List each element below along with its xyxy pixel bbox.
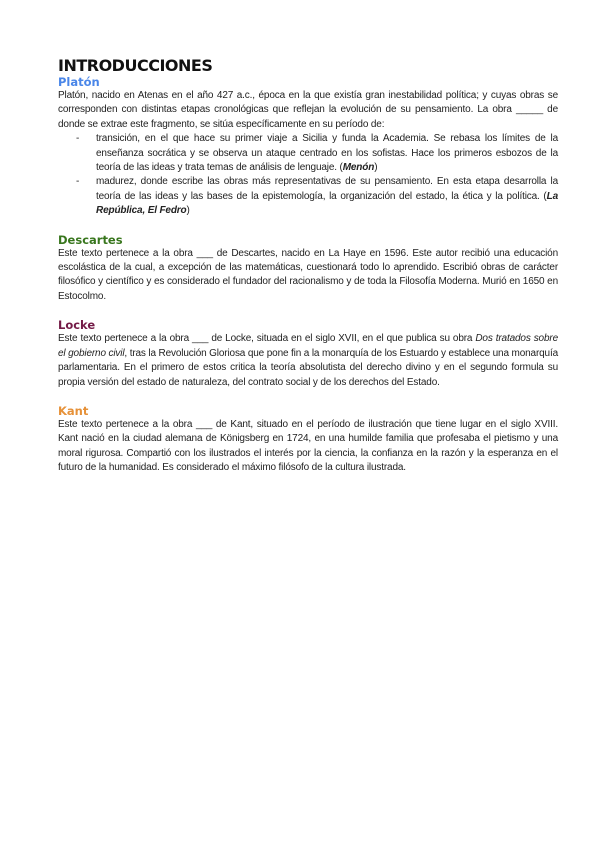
locke-text-before: Este texto pertenece a la obra ___ de Locke, situada en el siglo XVII, en el que publica su obra [58,333,476,345]
period-works: Menón [342,162,375,174]
heading-platon: Platón [58,75,100,89]
period-text: transición, en el que hace su primer viaje a Sicilia y funda la Academia. Se rebasa los límites de la enseñanza socrática y se observa un ataque centrado en los sofistas. Hace los primeros esbozos de la teoría de las ideas y trata temas de análisis de lenguaje. ( [96,133,558,174]
platon-periods-list [58,132,558,218]
kant-text: Este texto pertenece a la obra ___ de Kant, situado en el período de ilustración que tiene lugar en el siglo XVIII. Kant nació en la ciudad alemana de Königsberg en 1724, en una humilde familia que profesaba el pietismo y una moral rigurosa. Compartió con los ilustrados el interés por la ciencia, la confianza en la razón y la esperanza en el futuro de la humanidad. Es considerado el máximo filósofo de la cultura ilustrada. [58,418,558,474]
heading-kant: Kant [58,403,89,418]
section-descartes [58,233,558,305]
locke-work-title: Dos tratados sobre el gobierno civil [58,333,558,359]
heading-locke: Locke [58,318,96,333]
descartes-text: Este texto pertenece a la obra ___ de Descartes, nacido en La Haye en 1596. Este autor recibió una educación escolástica de la cual, a excepción de las matemáticas, cuestionará todo lo aprendido. Escribió obras de carácter filosófico y científico y es considerado el fundador del racionalismo y de toda la Filosofía Moderna. Murió en 1650 en Estocolmo. [58,247,558,302]
locke-text [58,332,558,390]
heading-descartes: Descartes [58,232,123,247]
list-item-madurez [96,175,558,218]
list-item-transicion [96,132,558,175]
section-kant [58,404,558,476]
document-page [58,56,558,488]
page-title: INTRODUCCIONES [58,56,213,75]
locke-text-after: , tras la Revolución Gloriosa que pone fin a la monarquía de los Estuardo y establece una monarquía parlamentaria. En el primero de estos critica la teoría absolutista del derecho divino y en el segundo formula su propia versión del estado de naturaleza, del contrato social y de los derechos del Estado. [58,347,558,388]
period-close: ) [374,162,378,174]
section-locke [58,318,558,390]
platon-intro: Platón, nacido en Atenas en el año 427 a.c., época en la que existía gran inestabilidad política; y cuyas obras se corresponden con distintas etapas cronológicas que reflejan la evolución de su pensamiento. La obra _____ de donde se extrae este fragmento, se sitúa específicamente en su período de: [58,90,558,130]
section-platon [58,75,558,219]
period-works: La República, El Fedro [96,190,558,217]
period-text: madurez, donde escribe las obras más representativas de su pensamiento. En esta etapa desarrolla la teoría de las ideas y las bases de la epistemología, la organización del estado, la ética y la política. ( [96,176,558,202]
period-close: ) [186,205,190,217]
